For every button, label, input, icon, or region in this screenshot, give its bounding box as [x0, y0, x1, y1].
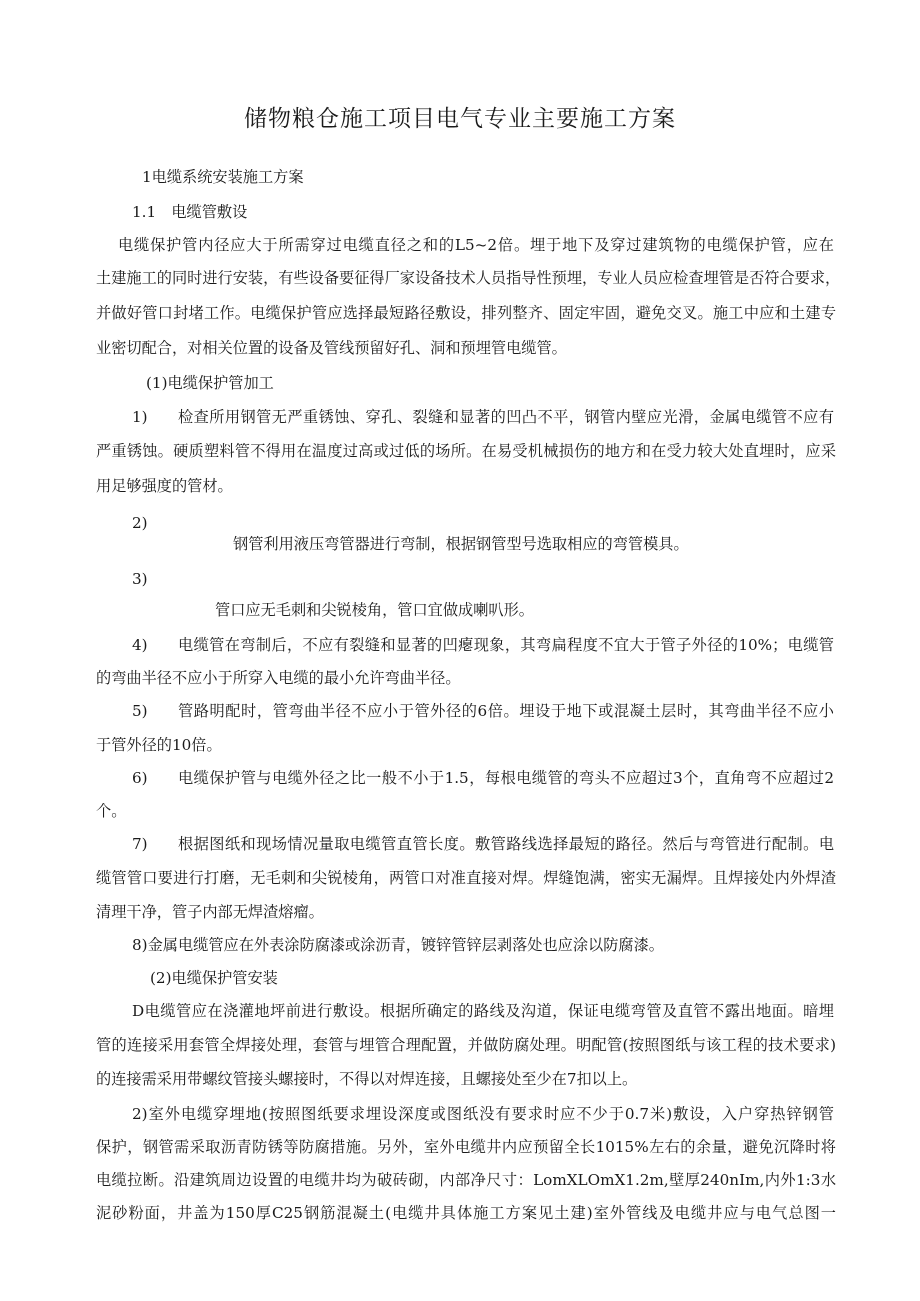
paragraph-line: 的连接需采用带螺纹管接头螺接时，不得以对焊连接，且螺接处至少在7扣以上。 — [96, 1070, 638, 1088]
item-heading: (2)电缆保护管安装 — [150, 969, 278, 987]
paragraph-line: 根据图纸和现场情况量取电缆管直管长度。敷管路线选择最短的路径。然后与弯管进行配制。电 — [178, 835, 834, 853]
section-heading: 1电缆系统安装施工方案 — [142, 168, 304, 186]
paragraph-line: 管的连接采用套管全焊接处理，套管与埋管合理配置，并做防腐处理。明配管(按照图纸与该工程的技术要求) — [96, 1036, 836, 1054]
paragraph-line: 业密切配合，对相关位置的设备及管线预留好孔、洞和预埋管电缆管。 — [96, 339, 567, 357]
paragraph-line: 并做好管口封堵工作。电缆保护管应选择最短路径敷设，排列整齐、固定牢固，避免交叉。施工中应和土建专 — [96, 304, 836, 322]
paragraph-line: 电缆保护管与电缆外径之比一般不小于1.5，每根电缆管的弯头不应超过3个，直角弯不应超过2 — [178, 769, 834, 787]
paragraph-line: 8)金属电缆管应在外表涂防腐漆或涂沥青，镀锌管锌层剥落处也应涂以防腐漆。 — [132, 936, 664, 954]
paragraph-line: D电缆管应在浇灌地坪前进行敷设。根据所确定的路线及沟道，保证电缆弯管及直管不露出地面。暗埋 — [132, 1002, 834, 1020]
paragraph-line: 检查所用钢管无严重锈蚀、穿孔、裂缝和显著的凹凸不平，钢管内壁应光滑，金属电缆管不应有 — [178, 408, 834, 426]
paragraph-line: 泥砂粉面，井盖为150厚C25钢筋混凝土(电缆井具体施工方案见土建)室外管线及电缆井应与电气总图一 — [96, 1204, 836, 1222]
paragraph-line: 土建施工的同时进行安装，有些设备要征得厂家设备技术人员指导性预埋，专业人员应检查埋管是否符合要求， — [96, 269, 841, 287]
paragraph-line: 个。 — [96, 802, 127, 820]
subsection-heading: 1.1 电缆管敷设 — [132, 203, 248, 221]
list-number: 7) — [132, 835, 148, 853]
paragraph-line: 管口应无毛刺和尖锐棱角，管口宜做成喇叭形。 — [215, 601, 534, 619]
paragraph-line: 钢管利用液压弯管器进行弯制，根据钢管型号选取相应的弯管模具。 — [233, 535, 689, 553]
paragraph-line: 缆管管口要进行打磨，无毛刺和尖锐棱角，两管口对准直接对焊。焊缝饱满，密实无漏焊。且焊接处内外焊渣 — [96, 869, 836, 887]
list-number: 1) — [132, 408, 148, 426]
list-number: 2) — [132, 514, 148, 532]
paragraph-line: 保护，钢管需采取沥青防锈等防腐措施。另外，室外电缆井内应预留全长1015%左右的余量，避免沉降时将 — [96, 1138, 836, 1156]
paragraph-line: 严重锈蚀。硬质塑料管不得用在温度过高或过低的场所。在易受机械损伤的地方和在受力较大处直埋时，应采 — [96, 442, 836, 460]
paragraph-line: 电缆拉断。沿建筑周边设置的电缆井均为破砖砌，内部净尺寸：LomXLOmX1.2m,壁厚240nIm,内外1:3水 — [96, 1171, 837, 1189]
paragraph-line: 的弯曲半径不应小于所穿入电缆的最小允许弯曲半径。 — [96, 669, 461, 687]
list-number: 5) — [132, 702, 148, 720]
paragraph-line: 电缆管在弯制后，不应有裂缝和显著的凹瘪现象，其弯扁程度不宜大于管子外径的10%；电缆管 — [178, 636, 834, 654]
list-number: 4) — [132, 636, 148, 654]
paragraph-line: 清理干净，管子内部无焊渣熔瘤。 — [96, 903, 324, 921]
item-heading: (1)电缆保护管加工 — [146, 374, 274, 392]
document-title: 储物粮仓施工项目电气专业主要施工方案 — [244, 106, 676, 132]
paragraph-line: 2)室外电缆穿埋地(按照图纸要求埋设深度或图纸没有要求时应不少于0.7米)敷设，入户穿热锌钢管 — [132, 1105, 834, 1123]
list-number: 6) — [132, 769, 148, 787]
paragraph-line: 电缆保护管内径应大于所需穿过电缆直径之和的L5~2倍。埋于地下及穿过建筑物的电缆保护管，应在 — [118, 236, 834, 254]
paragraph-line: 管路明配时，管弯曲半径不应小于管外径的6倍。埋设于地下或混凝土层时，其弯曲半径不应小 — [178, 702, 834, 720]
paragraph-line: 用足够强度的管材。 — [96, 477, 233, 495]
list-number: 3) — [132, 570, 148, 588]
paragraph-line: 于管外径的10倍。 — [96, 736, 222, 754]
